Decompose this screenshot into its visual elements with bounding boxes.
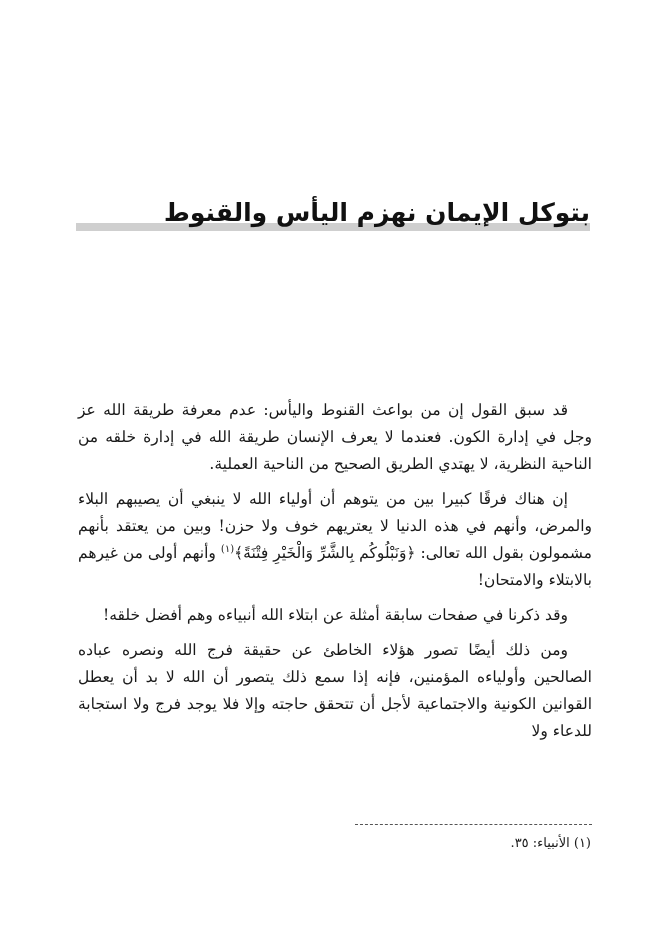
paragraph-3-text: وقد ذكرنا في صفحات سابقة أمثلة عن ابتلاء الله أنبياءه وهم أفضل خلقه! — [103, 606, 568, 624]
paragraph-2-text-after: وأنهم أولى من غيرهم بالابتلاء والامتحان! — [78, 544, 592, 589]
paragraph-3 — [78, 602, 592, 629]
paragraph-1-text: قد سبق القول إن من بواعث القنوط واليأس: عدم معرفة طريقة الله عز وجل في إدارة الكون. فعندما لا يعرف الإنسان طريقة الله في إدارة خلقه من الناحية النظرية، لا يهتدي الطريق الصحيح من الناحية العملية. — [78, 401, 592, 473]
footnote-separator — [355, 824, 592, 825]
paragraph-4 — [78, 637, 592, 745]
paragraph-4-text: ومن ذلك أيضًا تصور هؤلاء الخاطئ عن حقيقة فرج الله ونصره عباده الصالحين وأولياءه المؤمنين، فإنه إذا سمع ذلك يتصور أن الله لا بد أن يعطل القوانين الكونية والاجتماعية لأجل أن تتحقق حاجته وإلا فلا يوجد فرج ولا استجابة للدعاء ولا — [78, 641, 592, 740]
quran-verse: ﴿وَنَبْلُوكُم بِالشَّرِّ وَالْخَيْرِ فِتْنَةً﴾ — [234, 544, 416, 562]
paragraph-2 — [78, 486, 592, 594]
chapter-title: بتوكل الإيمان نهزم اليأس والقنوط — [163, 198, 590, 227]
paragraph-2-text-before: إن هناك فرقًا كبيرا بين من يتوهم أن أولياء الله لا ينبغي أن يصيبهم البلاء والمرض، وأنهم في هذه الدنيا لا يعتريهم خوف ولا حزن! وبين من يعتقد بأنهم مشمولون بقول الله تعالى: — [78, 490, 592, 562]
chapter-heading — [76, 196, 590, 236]
footnote: (١) الأنبياء: ٣٥. — [510, 836, 591, 851]
footnote-reference: (١) — [220, 543, 235, 555]
paragraph-1 — [78, 397, 592, 478]
body-text — [78, 397, 592, 753]
